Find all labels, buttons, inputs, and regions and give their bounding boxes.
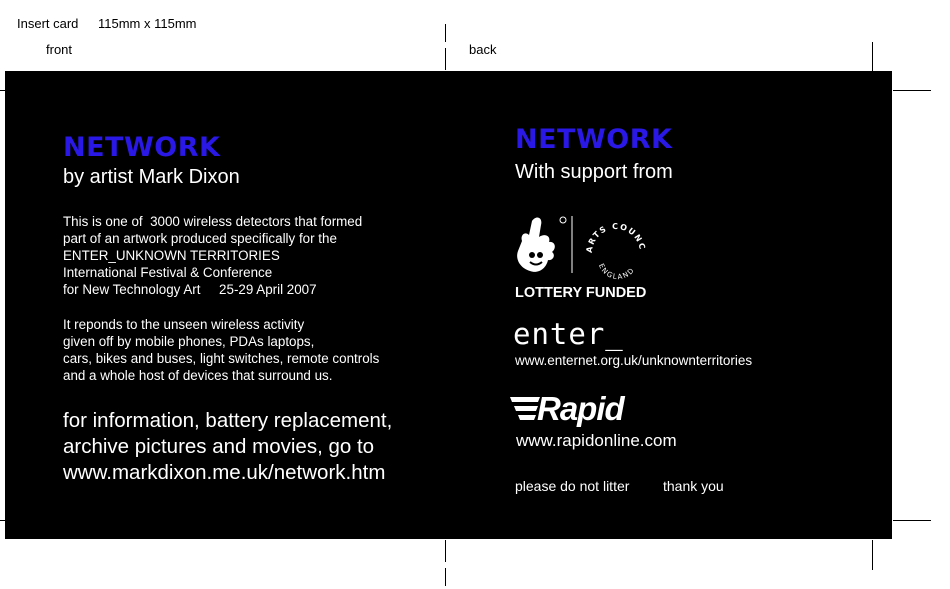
front-label: front [46,42,73,57]
support-text: With support from [515,161,673,183]
crop-mark [445,48,446,70]
crop-mark [893,520,931,521]
svg-text:ENGLAND [597,262,637,281]
litter-notice: please do not litter [515,478,630,494]
back-label: back [469,42,497,57]
crop-mark [872,540,873,570]
front-byline: by artist Mark Dixon [63,166,240,188]
lottery-funded-text: LOTTERY FUNDED [515,285,647,301]
rapid-logo [510,390,650,432]
crop-mark [872,42,873,71]
lottery-hand-icon [510,211,660,286]
insert-card [5,71,892,539]
enter-url[interactable]: www.enternet.org.uk/unknownterritories [515,353,753,368]
crop-mark [445,24,446,42]
front-title: NETWORK [63,132,221,163]
crop-mark [445,568,446,586]
front-paragraph-1: This is one of 3000 wireless detectors that formed part of an artwork produced specifically for the ENTER_UNKNOWN TERRITORIES International Festival & Conference for New Technology Art 25-29 April 2007 [63,214,363,297]
back-title: NETWORK [515,124,673,155]
rapid-speed-lines-icon [510,395,540,427]
england-text: ENGLAND [596,262,637,282]
thank-you-text: thank you [663,478,724,494]
arts-council-text: ARTS COUNC [584,221,647,254]
crop-mark [445,540,446,562]
rapid-logo-text: Rapid [537,390,624,427]
arts-council-lottery-logo [510,211,660,286]
front-paragraph-2: It reponds to the unseen wireless activity given off by mobile phones, PDAs laptops, cars, bikes and buses, light switches, remote controls and a whole host of devices that surround us. [63,317,380,383]
enter-logo: enter_ [513,317,624,351]
front-info: for information, battery replacement, archive pictures and movies, go to www.markdixon.me.uk/network.htm [63,409,393,484]
rapid-url[interactable]: www.rapidonline.com [516,431,677,450]
card-dimensions: 115mm x 115mm [98,16,197,31]
insert-card-label: Insert card [17,16,79,31]
crop-mark [893,90,931,91]
